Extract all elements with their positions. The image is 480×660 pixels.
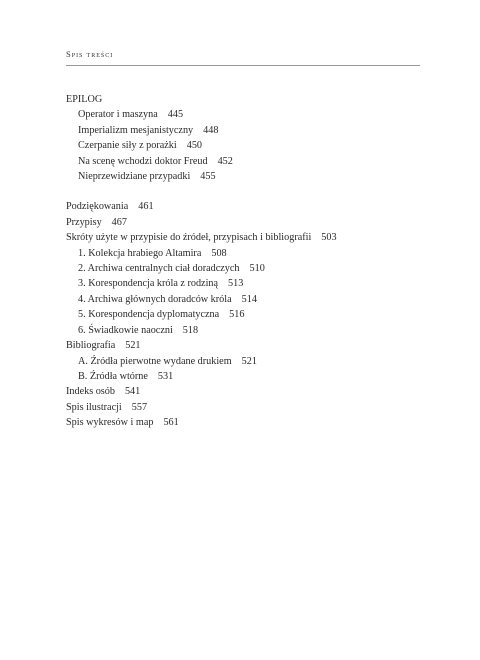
toc-entry: [66, 169, 426, 184]
toc-entry-title: 3. Korespondencja króla z rodziną: [78, 278, 219, 290]
header-rule: [66, 65, 420, 66]
toc-entry-page: 510: [249, 263, 265, 275]
toc-entry-page: 455: [200, 171, 216, 183]
toc-entry-title: Przypisy: [66, 216, 102, 228]
toc-entry: [66, 338, 426, 353]
toc-entry-title: 1. Kolekcja hrabiego Altamira: [78, 247, 202, 259]
toc-entry-page: 521: [241, 355, 257, 367]
toc-entry: [66, 292, 426, 307]
toc-entry-page: 461: [138, 201, 154, 213]
toc-entry-title: Imperializm mesjanistyczny: [78, 124, 194, 136]
toc-entry: [66, 246, 426, 261]
toc-entry-title: 4. Archiwa głównych doradców króla: [78, 293, 232, 305]
toc-entry: [66, 323, 426, 338]
toc-entry-page: 452: [217, 155, 233, 167]
toc-entry-title: Indeks osób: [66, 386, 115, 398]
toc-entry: [66, 123, 426, 138]
toc-entry-page: 467: [111, 216, 127, 228]
toc-entry: [66, 384, 426, 399]
toc-entry-page: 521: [125, 340, 141, 352]
toc-entry-page: 557: [131, 401, 148, 413]
toc-entry: [66, 261, 426, 276]
toc-entry-page: 516: [229, 309, 245, 321]
toc-entry-title: Nieprzewidziane przypadki: [78, 171, 191, 183]
toc-entry-page: 561: [163, 417, 179, 429]
table-of-contents: [66, 92, 426, 431]
toc-entry-title: Na scenę wchodzi doktor Freud: [78, 155, 208, 167]
toc-entry: [66, 154, 426, 169]
toc-entry-title: B. Źródła wtórne: [78, 370, 148, 382]
section-spacer: [66, 184, 426, 199]
toc-entry-title: Bibliografia: [66, 340, 116, 352]
toc-entry-title: A. Źródła pierwotne wydane drukiem: [78, 355, 232, 367]
toc-entry: [66, 415, 426, 430]
toc-entry-page: 541: [124, 386, 141, 398]
toc-entry-title: Operator i maszyna: [78, 109, 158, 121]
toc-entry: [66, 307, 426, 322]
toc-entry: [66, 107, 426, 122]
toc-entry-page: 518: [182, 324, 199, 336]
toc-entry-title: 5. Korespondencja dyplomatyczna: [78, 309, 220, 321]
toc-entry-title: Czerpanie siły z porażki: [78, 140, 177, 152]
toc-section-heading: EPILOG: [66, 94, 103, 105]
toc-entry-title: 6. Świadkowie naoczni: [78, 324, 173, 336]
toc-entry-page: 508: [211, 247, 227, 259]
toc-entry-title: Spis ilustracji: [66, 401, 122, 413]
toc-entry-page: 503: [321, 232, 337, 244]
toc-entry-title: 2. Archiwa centralnych ciał doradczych: [78, 263, 240, 275]
running-head: Spis treści: [66, 49, 114, 59]
toc-entry: [66, 369, 426, 384]
toc-entry-page: 450: [186, 140, 203, 152]
toc-entry-page: 531: [157, 370, 174, 382]
toc-entry: [66, 215, 426, 230]
toc-entry: [66, 199, 426, 214]
toc-entry: [66, 354, 426, 369]
toc-entry-page: 514: [241, 293, 257, 305]
toc-entry-title: Skróty użyte w przypisie do źródeł, przypisach i bibliografii: [66, 232, 312, 244]
toc-entry: [66, 276, 426, 291]
toc-entry-page: 513: [228, 278, 244, 290]
toc-entry-page: 448: [203, 124, 219, 136]
toc-entry-title: Podziękowania: [66, 201, 129, 213]
toc-entry: [66, 400, 426, 415]
toc-entry-page: 445: [167, 109, 184, 121]
toc-entry: [66, 230, 426, 245]
toc-entry: [66, 138, 426, 153]
toc-entry-title: Spis wykresów i map: [66, 417, 154, 429]
